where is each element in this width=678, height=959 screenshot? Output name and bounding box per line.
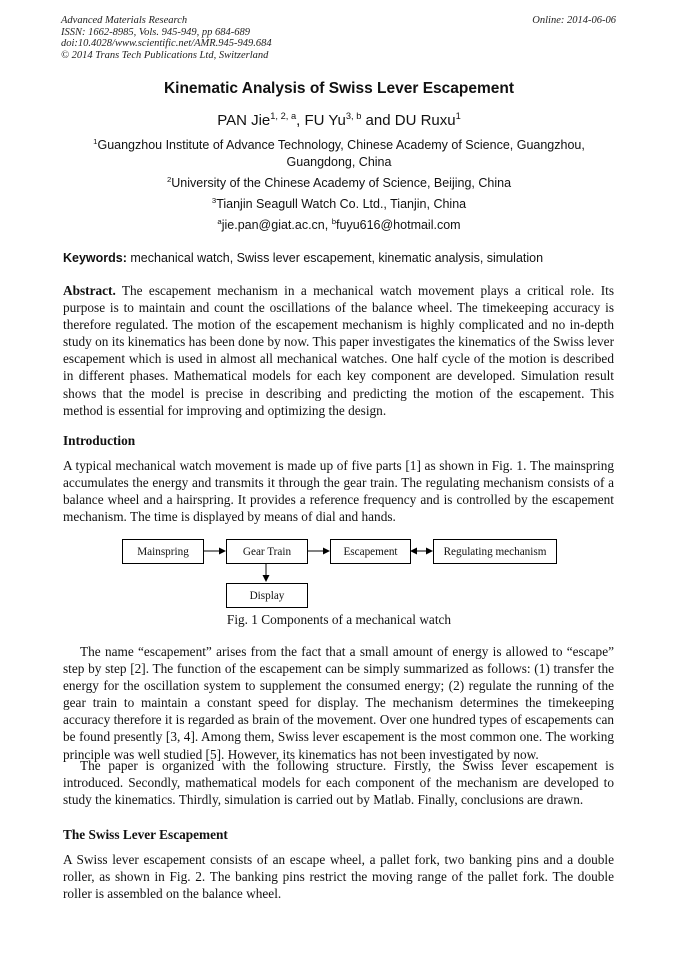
- email-link[interactable]: fuyu616@hotmail.com: [336, 218, 461, 232]
- author-name: FU Yu: [304, 112, 346, 129]
- abstract-label: Abstract.: [63, 283, 116, 298]
- author-affiliation-mark: 3, b: [345, 111, 362, 121]
- author-name: PAN Jie: [217, 112, 271, 129]
- keywords-label: Keywords:: [63, 251, 127, 265]
- journal-name: Advanced Materials Research: [61, 15, 188, 26]
- diagram-box-display: Display: [226, 583, 308, 608]
- copyright-line: © 2014 Trans Tech Publications Ltd, Switzerland: [61, 49, 269, 61]
- author-separator: and: [361, 112, 395, 129]
- affiliation-text: Tianjin Seagull Watch Co. Ltd., Tianjin, China: [216, 197, 467, 211]
- section-heading: The Swiss Lever Escapement: [63, 827, 228, 842]
- abstract-text: The escapement mechanism in a mechanical watch movement plays a critical role. Its purpose is to maintain and count the oscillations of the balance wheel. The timekeeping accuracy is therefore regulated. The motion of the escapement mechanism is highly complicated and no in-depth study on its kinematics has been done by now. This paper investigates the kinematics of the Swiss lever escapement which is used in almost all mechanical watches. One half cycle of the motion is described in different phases. Mathematical models for each key component are developed. Simulation result shows that the model is precise in describing and predicting the motion of the escapement. This method is essential for improving and optimizing the design.: [63, 283, 614, 418]
- email-mark: b: [331, 216, 337, 226]
- paragraph: The name “escapement” arises from the fact that a small amount of energy is allowed to “escape” step by step [2]. The function of the escapement can be simply summarized as follows: (1) transfer the energy for the oscillation system to supplement the consumed energy; (2) regulate the running of the gear train to maintain a constant speed for display. The mechanism determines the timekeeping accuracy therefore it is regarded as brain of the movement. Over one hundred types of escapements can be found presently [3, 4]. Among them, Swiss lever escapement is the most common one. The working principle was well studied [5]. However, its kinematics has not been investigated by now.: [63, 644, 614, 762]
- author-affiliation-mark: 1: [455, 111, 461, 121]
- online-date: Online: 2014-06-06: [532, 15, 616, 26]
- author-name: DU Ruxu: [394, 112, 456, 129]
- keywords-text: mechanical watch, Swiss lever escapement, kinematic analysis, simulation: [126, 251, 544, 265]
- affiliation-text: University of the Chinese Academy of Science, Beijing, China: [171, 176, 512, 190]
- email-link[interactable]: jie.pan@giat.ac.cn: [221, 218, 325, 232]
- diagram-box-regulating-mechanism: Regulating mechanism: [433, 539, 557, 564]
- figure-caption: Fig. 1 Components of a mechanical watch: [226, 612, 452, 627]
- paper-title: Kinematic Analysis of Swiss Lever Escapement: [163, 80, 515, 97]
- affiliation-number: 2: [166, 174, 172, 184]
- email-separator: ,: [324, 218, 332, 232]
- doi-line: doi:10.4028/www.scientific.net/AMR.945-949.684: [61, 38, 272, 49]
- affiliation-number: 1: [93, 136, 98, 146]
- affiliation-text: Guangzhou Institute of Advance Technology, Chinese Academy of Science, Guangzhou, Guangdong, China: [97, 138, 585, 169]
- author-separator: ,: [296, 112, 305, 129]
- diagram-box-gear-train: Gear Train: [226, 539, 308, 564]
- email-mark: a: [217, 216, 222, 226]
- diagram-box-mainspring: Mainspring: [122, 539, 204, 564]
- issn-line: ISSN: 1662-8985, Vols. 945-949, pp 684-689: [61, 26, 250, 38]
- paragraph: A typical mechanical watch movement is made up of five parts [1] as shown in Fig. 1. The mainspring accumulates the energy and transmits it through the gear train. The regulating mechanism consists of a balance wheel and a hairspring. It provides a reference frequency and is controlled by the escapement mechanism. The time is displayed by means of dial and hands.: [63, 458, 614, 525]
- paragraph: A Swiss lever escapement consists of an escape wheel, a pallet fork, two banking pins and a double roller, as shown in Fig. 2. The banking pins restrict the moving range of the pallet fork. The double roller is assembled on the balance wheel.: [63, 852, 614, 902]
- section-heading: Introduction: [63, 433, 136, 448]
- diagram-box-escapement: Escapement: [330, 539, 411, 564]
- affiliation-number: 3: [211, 195, 217, 205]
- paragraph: The paper is organized with the following structure. Firstly, the Swiss lever escapement is introduced. Secondly, mathematical models for each component of the mechanism are developed to study the kinematics. Thirdly, simulation is carried out by Matlab. Finally, conclusions are drawn.: [63, 758, 614, 808]
- author-affiliation-mark: 1, 2, a: [270, 111, 297, 121]
